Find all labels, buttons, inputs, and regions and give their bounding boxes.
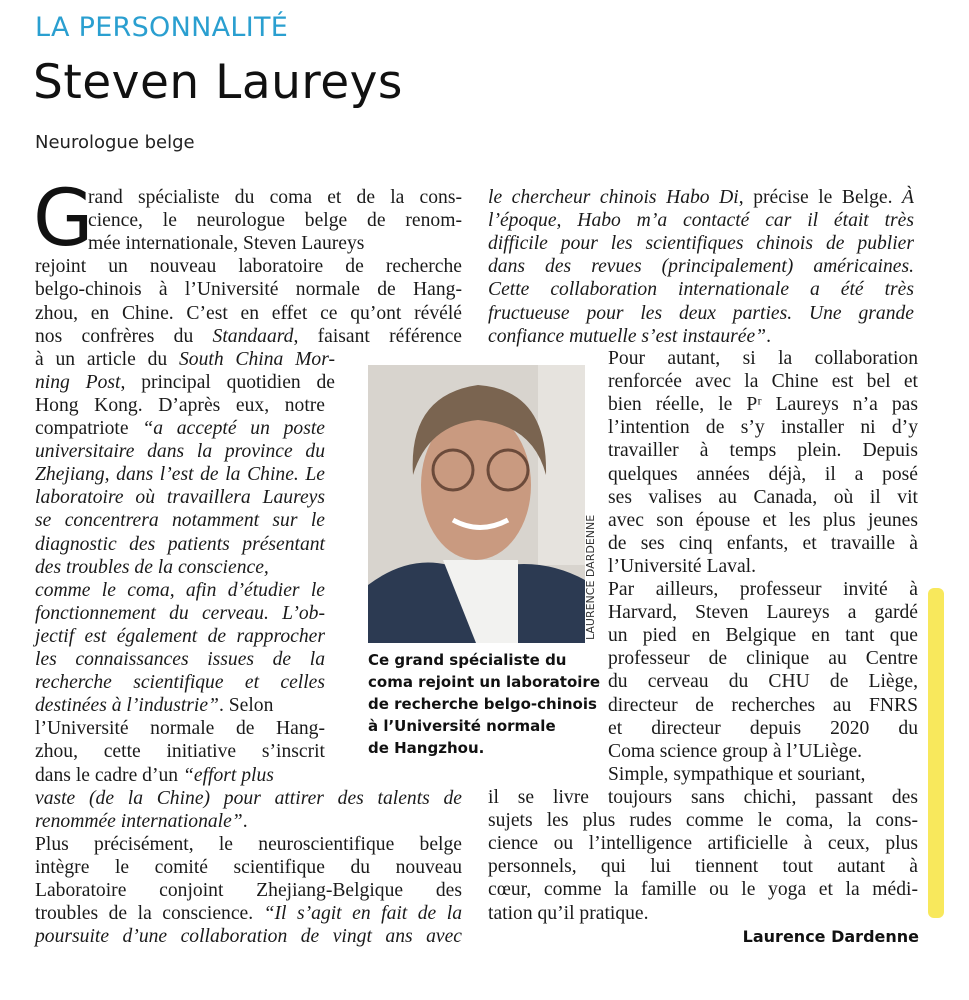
article-line	[35, 556, 325, 579]
article-line	[88, 209, 462, 232]
text: ses valises au Canada, où il vit	[608, 486, 918, 508]
text: l’Université Laval.	[608, 555, 756, 577]
italic-text: “effort plus	[182, 764, 274, 786]
text: et directeur depuis 2020 du	[608, 717, 918, 739]
italic-text: À	[902, 187, 915, 208]
text: intègre le comité scientifique du nouveau	[35, 856, 462, 878]
portrait-illustration	[368, 365, 585, 643]
article-line	[608, 647, 918, 670]
article-line	[488, 878, 918, 901]
text: travailler à temps plein. Depuis	[608, 440, 918, 462]
article-line	[608, 347, 918, 370]
text: personnels, qui lui tiennent tout autant à	[488, 856, 918, 878]
photo-caption	[368, 649, 600, 759]
text: sujets les plus rudes comme le coma, la cons-	[488, 810, 918, 832]
italic-text: confiance mutuelle s’est instaurée”	[488, 325, 767, 347]
article-line	[88, 232, 462, 255]
text: .	[766, 325, 771, 347]
article-line	[35, 417, 325, 440]
text: directeur de recherches au FNRS	[608, 694, 918, 716]
italic-text: diagnostic des patients présentant	[35, 533, 325, 555]
caption-line: à l’Université normale	[368, 717, 556, 735]
article-line	[35, 348, 335, 371]
article-line	[35, 255, 462, 278]
article-line	[608, 555, 918, 578]
portrait-photo	[368, 365, 585, 643]
italic-text: difficile pour les scientifiques chinois de publier	[488, 233, 914, 255]
text: Plus précisément, le neuroscientifique belge	[35, 833, 462, 855]
article-line	[35, 371, 335, 394]
article-line	[608, 578, 918, 601]
article-title: Steven Laureys	[33, 55, 403, 110]
article-line	[35, 463, 325, 486]
drop-cap: G	[33, 174, 94, 264]
italic-text: Cette collaboration internationale a été très	[488, 279, 914, 301]
article-line	[608, 509, 918, 532]
caption-line: de Hangzhou.	[368, 739, 485, 757]
article-line	[88, 186, 462, 209]
article-line	[35, 325, 462, 348]
text: troubles de la conscience.	[35, 903, 264, 925]
article-line	[608, 370, 918, 393]
italic-text: Zhejiang, dans l’est de la Chine. Le	[35, 464, 325, 486]
article-line	[608, 717, 918, 740]
article-line	[35, 856, 462, 879]
text: belgo-chinois à l’Université normale de Hang-	[35, 279, 462, 301]
article-line	[608, 463, 918, 486]
text: l’intention de s’y installer ni d’y	[608, 417, 918, 439]
article-line	[488, 786, 918, 809]
text: . Selon	[218, 695, 274, 717]
text: nos confrères du	[35, 325, 213, 347]
text: , faisant référence	[293, 325, 462, 347]
article-line	[35, 302, 462, 325]
italic-text: destinées à l’industrie”	[35, 695, 219, 717]
article-line	[488, 255, 914, 278]
highlighter-mark	[928, 588, 944, 918]
text: mée internationale, Steven Laureys	[88, 233, 365, 255]
article-line	[608, 439, 918, 462]
italic-text: renommée internationale”	[35, 810, 243, 832]
text: cœur, comme la famille ou le yoga et la médi-	[488, 879, 918, 901]
article-line	[608, 393, 918, 416]
text: tation qu’il pratique.	[488, 902, 649, 924]
article-line	[488, 232, 914, 255]
article-line	[35, 533, 325, 556]
italic-text: fructueuse pour les deux parties. Une grande	[488, 302, 914, 324]
article-line	[35, 764, 325, 787]
article-line	[488, 809, 918, 832]
article-line	[608, 416, 918, 439]
author-signature: Laurence Dardenne	[742, 927, 919, 946]
text: .	[242, 810, 248, 832]
text: l’Université normale de Hang-	[35, 718, 325, 740]
photo-credit: LAURENCE DARDENNE	[584, 514, 597, 640]
text: quelques années déjà, il a posé	[608, 463, 918, 485]
article-line	[35, 625, 325, 648]
text: Laboratoire conjoint Zhejiang-Belgique des	[35, 880, 462, 901]
text: de ses cinq enfants, et travaille à	[608, 532, 918, 554]
text: Pour autant, si la collaboration	[608, 348, 918, 369]
caption-line: Ce grand spécialiste du	[368, 651, 567, 669]
article-line	[488, 855, 918, 878]
text: cience, le neurologue belge de renom-	[88, 210, 462, 232]
italic-text: fonctionnement du cerveau. L’ob-	[35, 602, 325, 624]
text: , principal quotidien de	[120, 371, 335, 393]
article-line	[608, 740, 918, 763]
text: zhou, en Chine. C’est en effet ce qu’ont révélé	[35, 302, 462, 324]
italic-text: se concentrera notamment sur le	[35, 510, 325, 532]
article-line	[35, 833, 462, 856]
article-line	[608, 670, 918, 693]
article-line	[608, 486, 918, 509]
article-line	[35, 787, 462, 810]
caption-line: de recherche belgo-chinois	[368, 695, 597, 713]
article-line	[35, 925, 462, 948]
article-line	[35, 879, 462, 902]
article-line	[608, 694, 918, 717]
article-line	[488, 902, 918, 925]
italic-text: poursuite d’une collaboration de vingt ans avec	[35, 926, 462, 948]
text: Harvard, Steven Laureys a gardé	[608, 602, 918, 624]
italic-text: l’époque, Habo m’a contacté car il était très	[488, 210, 914, 232]
article-line	[488, 278, 914, 301]
article-line	[608, 624, 918, 647]
text: il se livre toujours sans chichi, passant des	[488, 787, 918, 808]
text: dans le cadre d’un	[35, 764, 183, 786]
article-line	[35, 278, 462, 301]
text: compatriote	[35, 418, 143, 439]
article-subtitle: Neurologue belge	[35, 132, 195, 153]
article-line	[35, 394, 325, 417]
text: , précise le Belge.	[738, 187, 903, 208]
text: Hong Kong. D’après eux, notre	[35, 394, 325, 416]
article-line	[488, 209, 914, 232]
text: cience ou l’intelligence artificielle à ceux, plus	[488, 833, 918, 855]
article-line	[35, 671, 325, 694]
article-line	[35, 740, 325, 763]
italic-text: dans des revues (principalement) américaines.	[488, 256, 914, 278]
article-line	[35, 579, 325, 602]
article-line	[35, 648, 325, 671]
text: avec son épouse et les plus jeunes	[608, 509, 918, 531]
article-line	[35, 810, 462, 833]
article-line	[488, 186, 914, 209]
italic-text: recherche scientifique et celles	[35, 672, 325, 694]
text: renforcée avec la Chine est bel et	[608, 371, 918, 393]
article-line	[608, 532, 918, 555]
text: Simple, sympathique et souriant,	[608, 763, 866, 785]
italic-text: des troubles de la conscience,	[35, 556, 269, 578]
italic-text: le chercheur chinois Habo Di	[488, 187, 739, 208]
italic-text: comme le coma, afin d’étudier le	[35, 579, 325, 601]
article-line	[608, 601, 918, 624]
italic-text: jectif est également de rapprocher	[35, 625, 325, 647]
italic-text: laboratoire où travaillera Laureys	[35, 487, 325, 509]
article-line	[488, 325, 914, 348]
article-line	[35, 694, 325, 717]
text: du cerveau du CHU de Liège,	[608, 671, 918, 693]
text: bien réelle, le Pʳ Laureys n’a pas	[608, 394, 918, 416]
article-line	[35, 509, 325, 532]
italic-text: ning Post	[35, 371, 121, 393]
article-line	[608, 763, 918, 786]
caption-line: coma rejoint un laboratoire	[368, 673, 600, 691]
italic-text: “a accepté un poste	[142, 418, 325, 439]
article-line	[488, 832, 918, 855]
article-line	[35, 902, 462, 925]
text: Coma science group à l’ULiège.	[608, 740, 863, 762]
text: un pied en Belgique en tant que	[608, 625, 918, 647]
italic-text: Standaard	[212, 325, 294, 347]
text: zhou, cette initiative s’inscrit	[35, 741, 325, 763]
italic-text: les connaissances issues de la	[35, 649, 325, 670]
article-line	[35, 717, 325, 740]
italic-text: vaste (de la Chine) pour attirer des talents de	[35, 787, 462, 809]
article-line	[35, 602, 325, 625]
text: rejoint un nouveau laboratoire de recherche	[35, 256, 462, 278]
article-line	[35, 486, 325, 509]
article-line	[35, 440, 325, 463]
italic-text: “Il s’agit en fait de la	[263, 903, 462, 925]
text: professeur de clinique au Centre	[608, 648, 918, 670]
section-kicker: LA PERSONNALITÉ	[35, 12, 289, 43]
text: à un article du	[35, 348, 179, 370]
article-line	[488, 302, 914, 325]
italic-text: South China Mor-	[179, 348, 335, 370]
text: Par ailleurs, professeur invité à	[608, 579, 918, 600]
italic-text: universitaire dans la province du	[35, 441, 325, 463]
text: rand spécialiste du coma et de la cons-	[88, 187, 462, 208]
